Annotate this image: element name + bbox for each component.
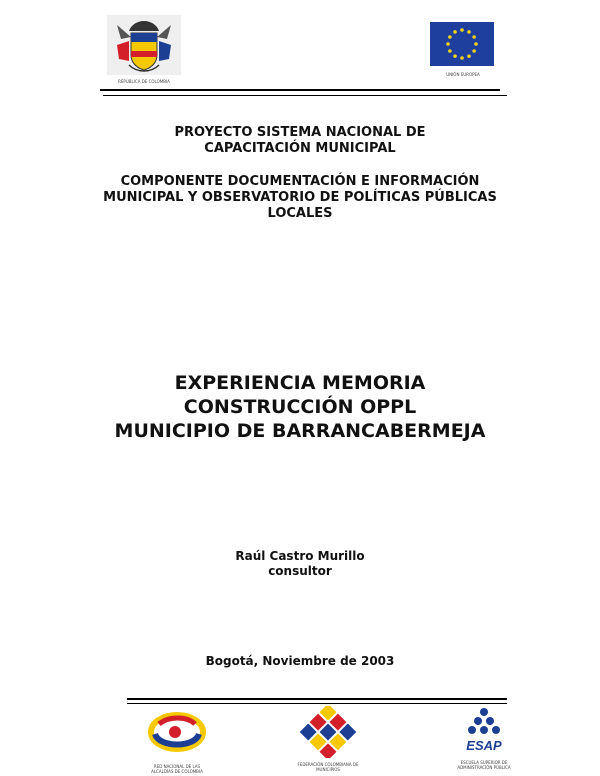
document-title-line: MUNICIPIO DE BARRANCABERMEJA (114, 420, 486, 442)
component-heading-line: MUNICIPAL Y OBSERVATORIO DE POLÍTICAS PÚBLICAS (103, 190, 497, 205)
footer-logo-right (452, 706, 516, 768)
esap-label: ESAP (466, 738, 502, 753)
component-heading (0, 174, 600, 222)
author-block (0, 549, 600, 579)
eu-star-icon (474, 42, 478, 46)
author-name: Raúl Castro Murillo (235, 549, 365, 563)
eu-logo-caption: UNIÓN EUROPEA (446, 72, 480, 77)
eu-star-icon (472, 49, 476, 53)
document-date: Bogotá, Noviembre de 2003 (205, 654, 395, 668)
footer-logo-middle (296, 706, 360, 772)
eu-star-icon (460, 28, 464, 32)
colombia-logo-caption: REPÚBLICA DE COLOMBIA (118, 79, 170, 84)
eu-star-icon (453, 54, 457, 58)
footer-rule-thin (127, 703, 507, 704)
eu-flag-icon (430, 22, 494, 66)
project-heading (0, 125, 600, 157)
eu-star-icon (467, 54, 471, 58)
project-heading-line: PROYECTO SISTEMA NACIONAL DE (174, 125, 426, 140)
european-union-logo (430, 22, 496, 76)
header-rule-thick (100, 89, 500, 91)
coat-of-arms-icon (107, 15, 181, 75)
footer-logo-left-caption: RED NACIONAL DE LAS ALCALDÍAS DE COLOMBIA (151, 764, 203, 774)
eu-star-icon (467, 30, 471, 34)
colombia-coat-of-arms-logo (107, 15, 181, 84)
footer-logo-right-caption: ESCUELA SUPERIOR DE ADMINISTRACIÓN PÚBLICA (457, 760, 511, 770)
eu-star-icon (460, 56, 464, 60)
component-heading-line: COMPONENTE DOCUMENTACIÓN E INFORMACIÓN (120, 174, 480, 189)
document-title (0, 371, 600, 443)
header-rule-thin (103, 95, 507, 96)
swirl-logo-icon (145, 710, 209, 760)
eu-star-icon (472, 35, 476, 39)
eu-star-icon (446, 42, 450, 46)
eu-star-icon (448, 35, 452, 39)
eu-star-icon (448, 49, 452, 53)
footer-logo-left (145, 710, 209, 774)
footer-rule-thick (127, 698, 507, 700)
eu-star-icon (453, 30, 457, 34)
component-heading-line: LOCALES (267, 206, 333, 221)
diamond-grid-logo-icon (296, 706, 360, 758)
author-role: consultor (268, 564, 332, 578)
project-heading-line: CAPACITACIÓN MUNICIPAL (204, 141, 396, 156)
footer-logo-middle-caption: FEDERACIÓN COLOMBIANA DE MUNICIPIOS (297, 762, 359, 772)
document-title-line: CONSTRUCCIÓN OPPL (183, 396, 417, 418)
esap-logo-icon (452, 706, 516, 756)
document-title-line: EXPERIENCIA MEMORIA (174, 372, 426, 394)
